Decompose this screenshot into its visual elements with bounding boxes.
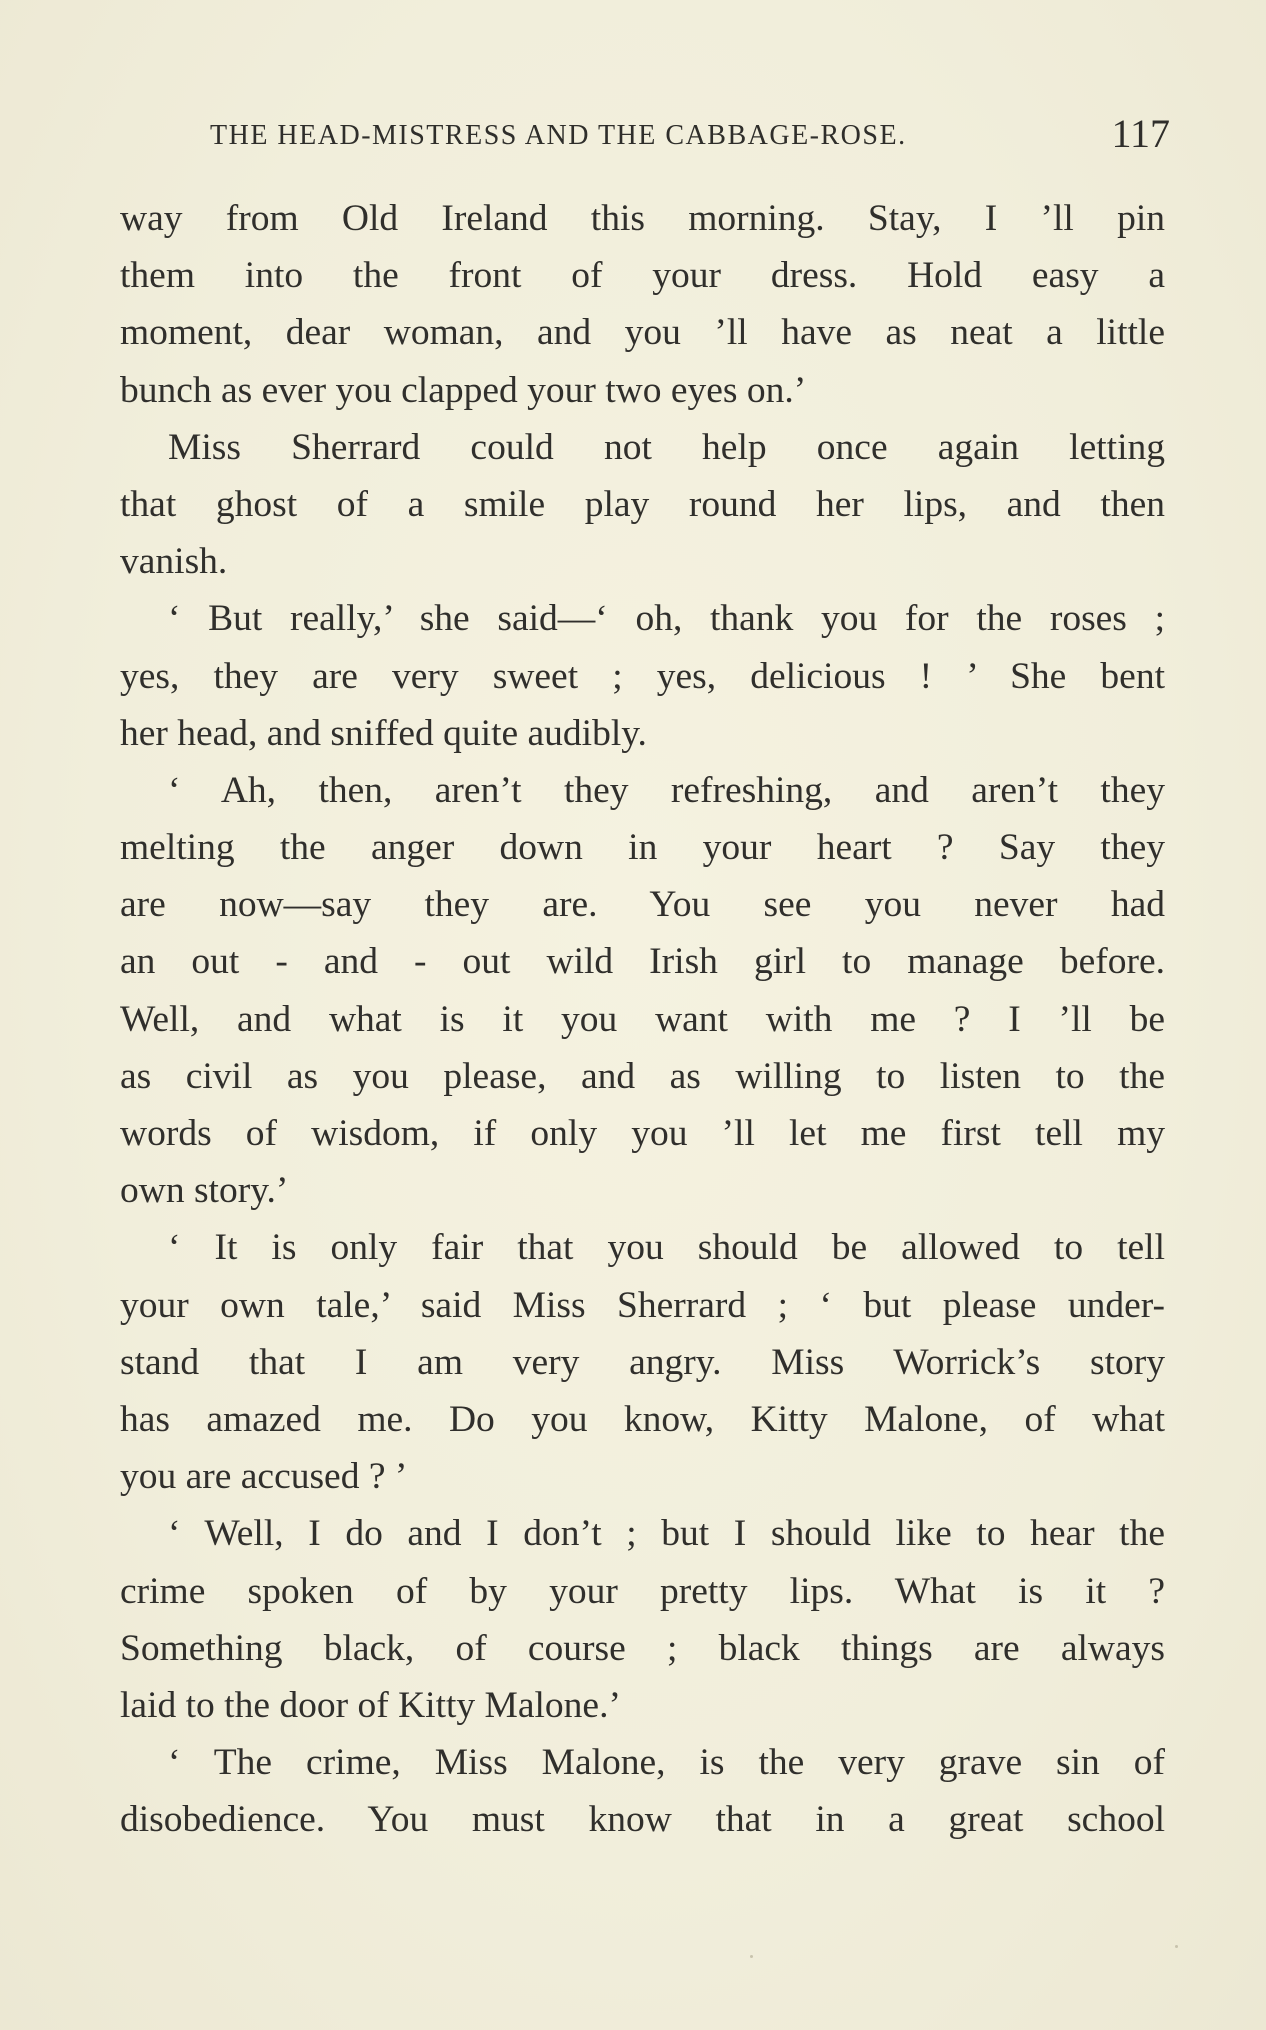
text-line: Miss Sherrard could not help once again letting	[168, 426, 1165, 468]
body-text	[120, 190, 1165, 1848]
text-line: her head, and sniffed quite audibly.	[120, 712, 647, 754]
text-line: ‘ But really,’ she said—‘ oh, thank you for the roses ;	[168, 598, 1165, 640]
text-line: ‘ Ah, then, aren’t they refreshing, and aren’t they	[168, 769, 1165, 811]
text-line: ‘ The crime, Miss Malone, is the very grave sin of	[168, 1742, 1165, 1784]
text-line: crime spoken of by your pretty lips. What is it ?	[120, 1570, 1165, 1612]
text-line: them into the front of your dress. Hold easy a	[120, 255, 1165, 297]
text-line: way from Old Ireland this morning. Stay, I ’ll pin	[120, 198, 1165, 239]
text-line: are now—say they are. You see you never had	[120, 884, 1165, 926]
running-head	[210, 110, 1170, 160]
text-line: ‘ Well, I do and I don’t ; but I should like to hear the	[168, 1513, 1165, 1555]
text-line: your own tale,’ said Miss Sherrard ; ‘ but please under-	[120, 1284, 1165, 1326]
text-line: yes, they are very sweet ; yes, delicious ! ’ She bent	[120, 655, 1165, 697]
running-title: THE HEAD-MISTRESS AND THE CABBAGE-ROSE.	[210, 120, 907, 151]
text-line: you are accused ? ’	[120, 1456, 408, 1498]
text-line: vanish.	[120, 541, 228, 583]
text-line: Well, and what is it you want with me ? I ’ll be	[120, 998, 1165, 1040]
text-line: stand that I am very angry. Miss Worrick’s story	[120, 1341, 1165, 1383]
text-line: laid to the door of Kitty Malone.’	[120, 1684, 621, 1726]
text-line: disobedience. You must know that in a great school	[120, 1799, 1165, 1841]
text-line: has amazed me. Do you know, Kitty Malone, of what	[120, 1398, 1165, 1440]
text-line: words of wisdom, if only you ’ll let me first tell my	[120, 1113, 1165, 1154]
text-line: an out - and - out wild Irish girl to manage before.	[120, 941, 1165, 983]
text-line: as civil as you please, and as willing to listen to the	[120, 1055, 1165, 1097]
text-line: that ghost of a smile play round her lips, and then	[120, 483, 1165, 525]
text-line: ‘ It is only fair that you should be allowed to tell	[168, 1227, 1165, 1269]
page-number: 117	[1111, 111, 1170, 156]
text-line: own story.’	[120, 1170, 289, 1212]
text-line: Something black, of course ; black things are always	[120, 1627, 1165, 1669]
text-line: moment, dear woman, and you ’ll have as neat a little	[120, 312, 1165, 354]
text-line: bunch as ever you clapped your two eyes on.’	[120, 369, 807, 411]
paper-speck	[1175, 1945, 1178, 1948]
text-line: melting the anger down in your heart ? Say they	[120, 827, 1165, 869]
paper-speck	[750, 1955, 753, 1958]
